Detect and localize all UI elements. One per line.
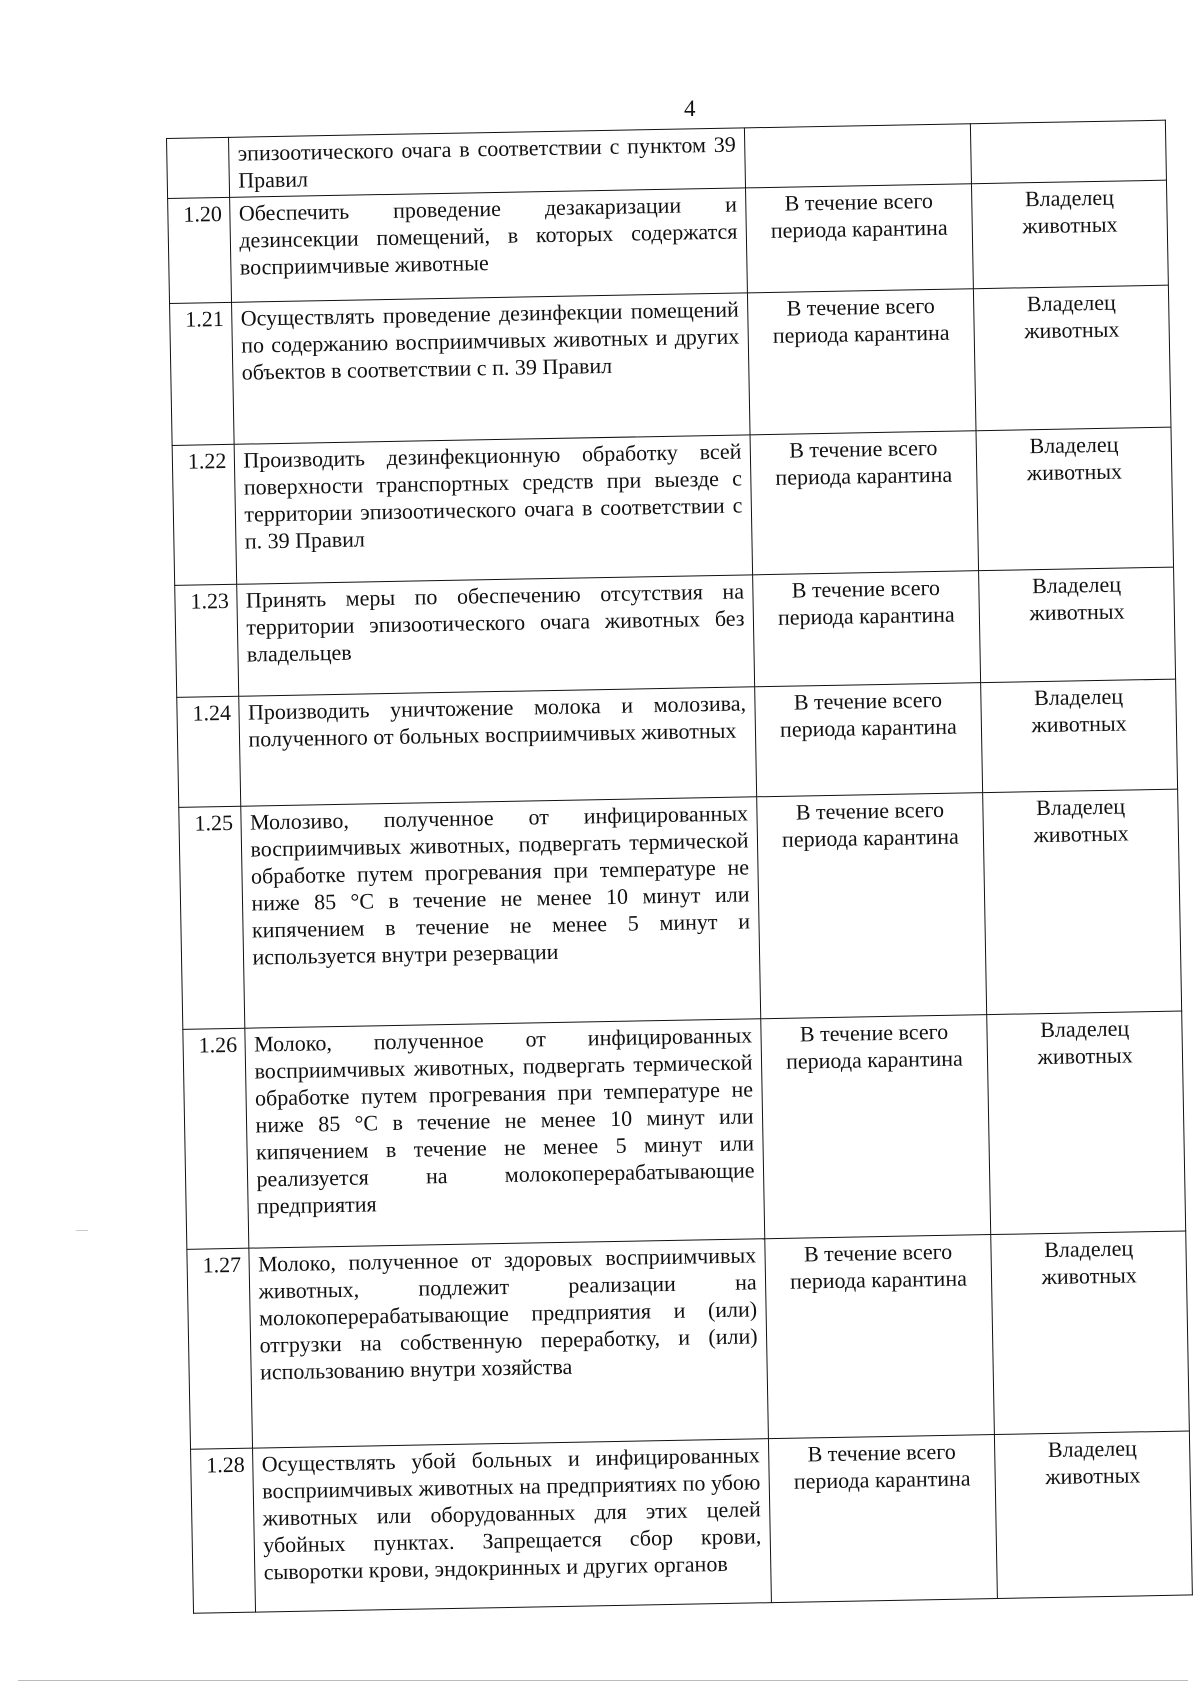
measure-term: В течение всего периода карантина bbox=[752, 571, 981, 687]
row-number: 1.26 bbox=[183, 1028, 249, 1249]
scan-bottom-edge bbox=[18, 1680, 1188, 1681]
measure-text: Осуществлять убой больных и инфицированных восприимчивых животных на предприятиях по убою животных или оборудованных для этих целей убойных пунктах. Запрещается сбор крови, сыворотки крови, эндокринных и других органов bbox=[253, 1439, 771, 1612]
measure-text: Молоко, полученное от здоровых восприимчивых животных, подлежит реализации на молокоперерабатывающие предприятия и (или) отгрузки на собственную переработку, и (или) использованию внутри хозяйства bbox=[249, 1239, 768, 1448]
measure-term bbox=[744, 124, 972, 188]
measure-text: Принять меры по обеспечению отсутствия на территории эпизоотического очага животных без владельцев bbox=[237, 575, 754, 696]
table-row bbox=[177, 679, 1178, 807]
table-row bbox=[179, 789, 1182, 1029]
table-row bbox=[191, 1431, 1193, 1613]
measure-text: Молозиво, полученное от инфицированных восприимчивых животных, подвергать термической обработке путем прогревания при температуре не ниже 85 °С в течение не менее 10 минут или кипячением в течение не менее 5 минут и используется внутри резервации bbox=[241, 797, 760, 1028]
table-row bbox=[172, 427, 1173, 585]
measure-text: Производить уничтожение молока и молозива, полученного от больных восприимчивых животных bbox=[239, 687, 756, 806]
row-number: 1.28 bbox=[191, 1448, 256, 1613]
measure-responsible: Владелец животных bbox=[981, 679, 1178, 793]
row-number: 1.20 bbox=[168, 197, 232, 303]
measure-term: В течение всего периода карантина bbox=[747, 289, 976, 435]
row-number: 1.25 bbox=[179, 806, 245, 1029]
row-number: 1.27 bbox=[187, 1248, 253, 1449]
table-row bbox=[183, 1011, 1186, 1249]
measure-responsible: Владелец животных bbox=[983, 789, 1182, 1015]
measure-text: Молоко, полученное от инфицированных восприимчивых животных, подвергать термической обработке путем прогревания при температуре не ниже 85 °С в течение не менее 10 минут или кипячением в течение не менее 5 минут или реализуется на молокоперерабатывающие предприятия bbox=[245, 1019, 764, 1248]
measure-term: В течение всего периода карантина bbox=[745, 184, 974, 293]
measure-term: В течение всего периода карантина bbox=[760, 1015, 991, 1239]
page-number: 4 bbox=[684, 96, 696, 121]
row-number bbox=[167, 137, 231, 198]
document-sheet bbox=[166, 120, 1193, 1614]
table-row bbox=[187, 1231, 1189, 1449]
measure-term: В течение всего периода карантина bbox=[768, 1435, 998, 1603]
measure-responsible: Владелец животных bbox=[991, 1231, 1189, 1435]
measure-term: В течение всего периода карантина bbox=[756, 793, 987, 1019]
measure-responsible: Владелец животных bbox=[995, 1431, 1193, 1599]
measure-term: В течение всего периода карантина bbox=[754, 683, 983, 797]
row-number: 1.21 bbox=[170, 302, 235, 445]
measure-responsible: Владелец животных bbox=[972, 180, 1169, 289]
row-number: 1.23 bbox=[175, 584, 239, 697]
measure-text: Осуществлять проведение дезинфекции помещений по содержанию восприимчивых животных и других объектов в соответствии с п. 39 Правил bbox=[232, 293, 750, 444]
measure-responsible: Владелец животных bbox=[974, 285, 1171, 431]
scan-margin-mark bbox=[76, 1230, 88, 1231]
measure-responsible bbox=[971, 120, 1167, 184]
measure-responsible: Владелец животных bbox=[976, 427, 1173, 571]
row-number: 1.22 bbox=[172, 444, 237, 585]
measures-table bbox=[166, 120, 1193, 1614]
measure-text: Обеспечить проведение дезакаризации и дезинсекции помещений, в которых содержатся восприимчивые животные bbox=[230, 188, 747, 302]
measure-term: В течение всего периода карантина bbox=[764, 1235, 994, 1439]
table-row bbox=[175, 567, 1176, 697]
measure-term: В течение всего периода карантина bbox=[750, 431, 979, 575]
table-row bbox=[170, 285, 1171, 445]
table-row bbox=[168, 180, 1169, 303]
measure-text: эпизоотического очага в соответствии с пунктом 39 Правил bbox=[229, 128, 745, 197]
measures-table-body bbox=[167, 120, 1193, 1613]
measure-responsible: Владелец животных bbox=[979, 567, 1176, 683]
measure-responsible: Владелец животных bbox=[987, 1011, 1186, 1235]
row-number: 1.24 bbox=[177, 696, 241, 807]
measure-text: Производить дезинфекционную обработку всей поверхности транспортных средств при выезде с территории эпизоотического очага в соответствии с п. 39 Правил bbox=[235, 435, 753, 584]
